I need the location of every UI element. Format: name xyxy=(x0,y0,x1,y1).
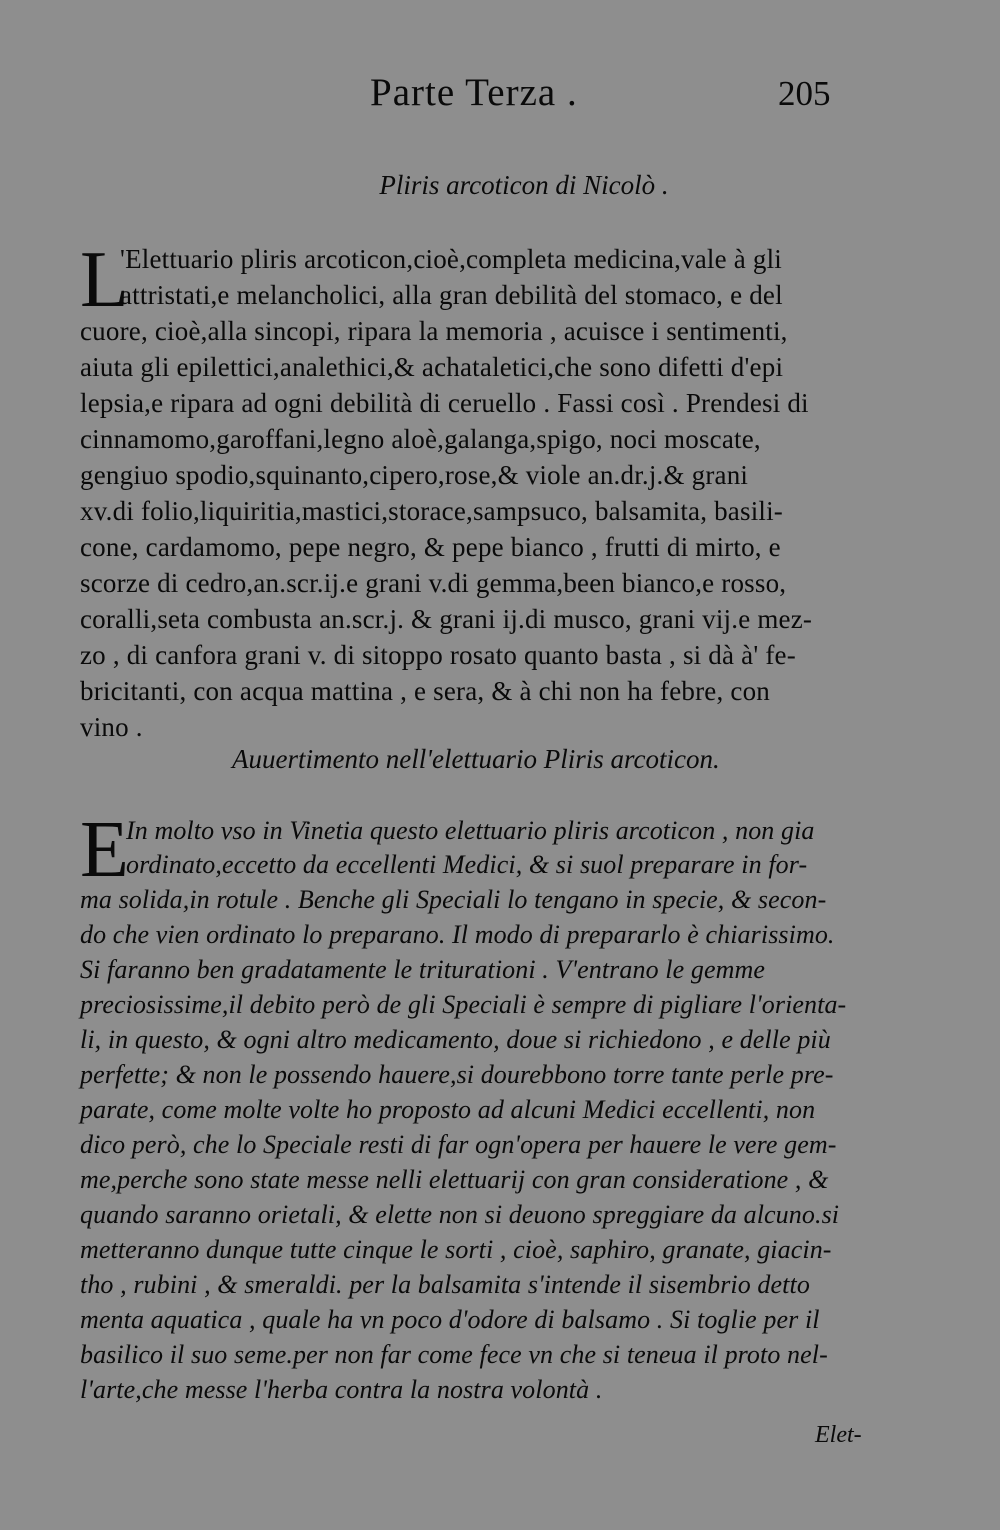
text-line: bricitanti, con acqua mattina , e sera, & à chi non ha febre, con xyxy=(80,676,770,706)
text-line: In molto vso in Vinetia questo elettuario pliris arcoticon , non gia xyxy=(126,816,815,845)
text-line: metteranno dunque tutte cinque le sorti , cioè, saphiro, granate, giacin- xyxy=(80,1235,832,1264)
text-line: ma solida,in rotule . Benche gli Speciali lo tengano in specie, & secon- xyxy=(80,885,827,914)
text-line: l'arte,che messe l'herba contra la nostra volontà . xyxy=(80,1375,603,1404)
catchword: Elet- xyxy=(815,1422,862,1448)
text-line: cuore, cioè,alla sincopi, ripara la memoria , acuisce i sentimenti, xyxy=(80,316,788,346)
text-line: perfette; & non le possendo hauere,si dourebbono torre tante perle pre- xyxy=(80,1060,834,1089)
text-line: quando saranno orietali, & elette non si deuono spreggiare da alcuno.si xyxy=(80,1200,840,1229)
text-line: aiuta gli epilettici,analethici,& achataletici,che sono difetti d'epi xyxy=(80,352,784,382)
text-line: scorze di cedro,an.scr.ij.e grani v.di gemma,been bianco,e rosso, xyxy=(80,568,787,598)
text-line: xv.di folio,liquiritia,mastici,storace,sampsuco, balsamita, basili- xyxy=(80,496,783,526)
text-line: ordinato,eccetto da eccellenti Medici, & si suol preparare in for- xyxy=(126,850,808,879)
section-heading-text: Auuertimento nell'elettuario Pliris arcoticon. xyxy=(232,744,720,774)
text-line: vino . xyxy=(80,712,143,742)
text-line: menta aquatica , quale ha vn poco d'odore di balsamo . Si toglie per il xyxy=(80,1305,820,1334)
text-line: 'Elettuario pliris arcoticon,cioè,completa medicina,vale à gli xyxy=(120,244,783,274)
section-heading-pliris: Pliris arcoticon di Nicolò . xyxy=(379,170,669,200)
page-number: 205 xyxy=(778,74,831,113)
text-line: do che vien ordinato lo preparano. Il modo di prepararlo è chiarissimo. xyxy=(80,920,835,949)
drop-cap-l: L xyxy=(80,236,129,324)
text-line: parate, come molte volte ho proposto ad alcuni Medici eccellenti, non xyxy=(80,1095,816,1124)
text-line: tho , rubini , & smeraldi. per la balsamita s'intende il sisembrio detto xyxy=(80,1270,810,1299)
text-line: preciosissime,il debito però de gli Speciali è sempre di pigliare l'orienta- xyxy=(80,990,847,1019)
text-line: cinnamomo,garoffani,legno aloè,galanga,spigo, noci moscate, xyxy=(80,424,761,454)
text-line: Si faranno ben gradatamente le triturationi . V'entrano le gemme xyxy=(80,955,765,984)
text-line: coralli,seta combusta an.scr.j. & grani ij.di musco, grani vij.e mez- xyxy=(80,604,813,634)
text-line: gengiuo spodio,squinanto,cipero,rose,& viole an.dr.j.& grani xyxy=(80,460,749,490)
text-line: zo , di canfora grani v. di sitoppo rosato quanto basta , si dà à' fe- xyxy=(80,640,796,670)
text-line: lepsia,e ripara ad ogni debilità di ceruello . Fassi così . Prendesi di xyxy=(80,388,809,418)
drop-cap-e: E xyxy=(80,806,129,894)
text-line: cone, cardamomo, pepe negro, & pepe bianco , frutti di mirto, e xyxy=(80,532,781,562)
text-line: li, in questo, & ogni altro medicamento, doue si richiedono , e delle più xyxy=(80,1025,831,1054)
text-line: basilico il suo seme.per non far come fece vn che si teneua il proto nel- xyxy=(80,1340,828,1369)
text-line: attristati,e melancholici, alla gran debilità del stomaco, e del xyxy=(120,280,783,310)
running-title: Parte Terza . xyxy=(370,71,578,114)
running-head xyxy=(0,60,1000,120)
text-line: dico però, che lo Speciale resti di far ogn'opera per hauere le vere gem- xyxy=(80,1130,837,1159)
text-line: me,perche sono state messe nelli elettuarij con gran consideratione , & xyxy=(80,1165,829,1194)
